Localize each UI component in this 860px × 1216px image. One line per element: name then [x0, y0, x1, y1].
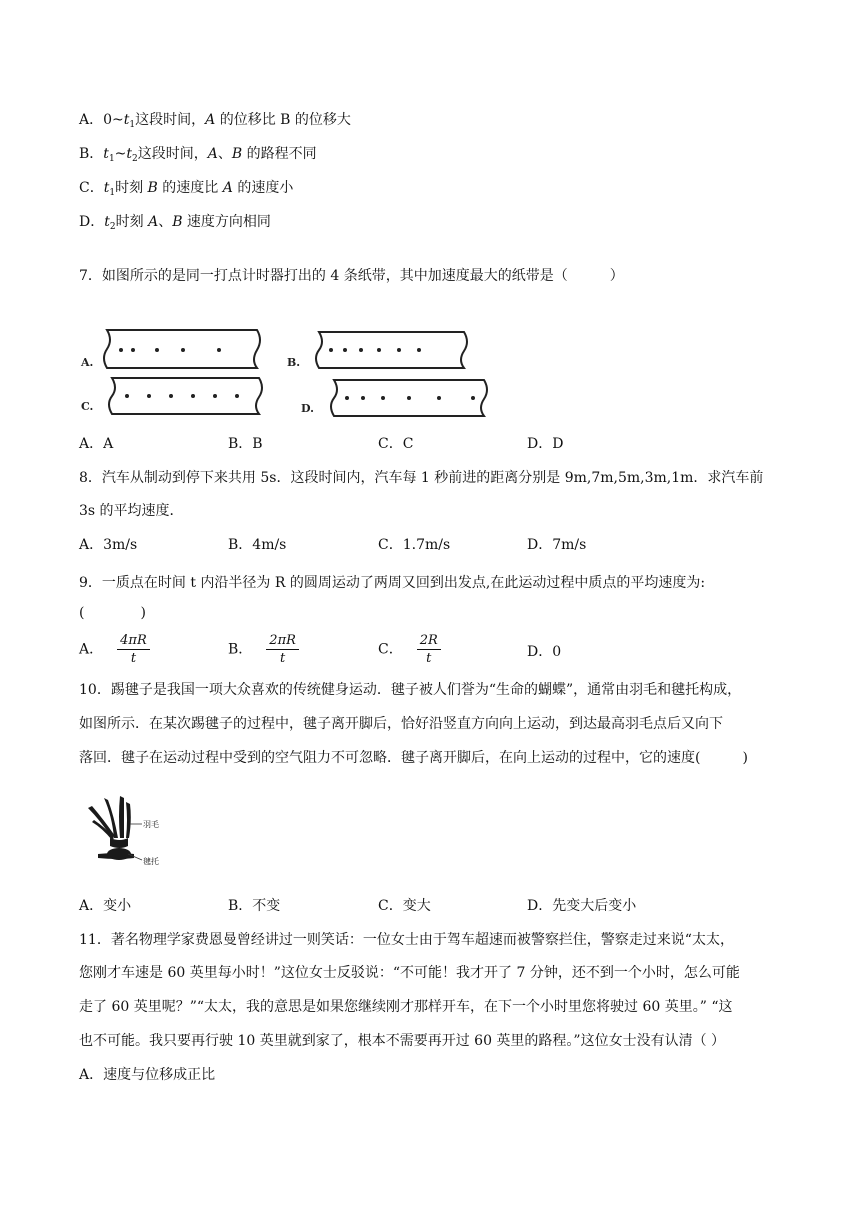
q9-option-c: C． $\frac{2R}{t}$ [378, 632, 441, 667]
q8-option-c: C．1.7m/s [378, 537, 451, 553]
q6-option-a: A．$0\sim t_1$这段时间，A 的位移比 B 的位移大 [79, 112, 351, 130]
q9-stem-line2: ( ) [79, 605, 146, 621]
q8-stem-line1: 8．汽车从制动到停下来共用 5s．这段时间内，汽车每 1 秒前进的距离分别是 9m,7m,5m,3m,1m．求汽车前 [79, 470, 764, 486]
q10-option-b: B．不变 [228, 898, 281, 914]
q10-stem-line1: 10．踢毽子是我国一项大众喜欢的传统健身运动．毽子被人们誉为“生命的蝴蝶”，通常由羽毛和毽托构成， [79, 682, 742, 698]
tape-label-b: B. [287, 356, 301, 369]
base-label: 毽托 [143, 857, 159, 866]
q10-option-c: C．变大 [378, 898, 431, 914]
q6-option-c: C．$t_1$时刻 B 的速度比 A 的速度小 [79, 180, 294, 198]
q7-option-d: D．D [527, 436, 564, 452]
tape-label-c: C. [81, 400, 94, 413]
q10-option-a: A．变小 [79, 898, 132, 914]
q7-option-b: B．B [228, 436, 263, 452]
q10-stem-line2: 如图所示．在某次踢毽子的过程中，毽子离开脚后，恰好沿竖直方向向上运动，到达最高羽毛点后又向下 [79, 716, 723, 732]
q11-stem-line4: 也不可能。我只要再行驶 10 英里就到家了，根本不需要再开过 60 英里的路程。”这位女士没有认清（ ） [79, 1033, 726, 1049]
q11-stem-line2: 您刚才车速是 60 英里每小时！”这位女士反驳说：“不可能！我才开了 7 分钟，还不到一个小时，怎么可能 [79, 965, 740, 981]
q7-option-c: C．C [378, 436, 414, 452]
q10-option-d: D．先变大后变小 [527, 898, 637, 914]
q9-stem-line1: 9．一质点在时间 t 内沿半径为 R 的圆周运动了两周又回到出发点,在此运动过程中质点的平均速度为: [79, 575, 706, 591]
q6-option-b: B．$t_1\sim t_2$这段时间，A、B 的路程不同 [79, 146, 317, 164]
q11-stem-line3: 走了 60 英里呢？”“太太，我的意思是如果您继续刚才那样开车，在下一个小时里您将驶过 60 英里。” “这 [79, 999, 733, 1015]
tape-label-a: A. [81, 356, 94, 369]
q9-option-d: D．0 [527, 644, 562, 660]
shuttlecock-figure [84, 794, 174, 874]
q8-option-b: B．4m/s [228, 537, 287, 553]
q8-option-a: A．3m/s [79, 537, 138, 553]
q9-option-b: B． $\frac{2\pi R}{t}$ [228, 632, 299, 667]
q11-stem-line1: 11．著名物理学家费恩曼曾经讲过一则笑话：一位女士由于驾车超速而被警察拦住，警察走过来说“太太， [79, 932, 734, 948]
q7-option-a: A．A [79, 436, 114, 452]
q11-option-a: A．速度与位移成正比 [79, 1067, 216, 1083]
q7-stem: 7．如图所示的是同一打点计时器打出的 4 条纸带，其中加速度最大的纸带是（ ） [79, 268, 624, 284]
q6-option-d: D．$t_2$时刻 A、B 速度方向相同 [79, 214, 271, 232]
q9-option-a: A． $\frac{4\pi R}{t}$ [79, 632, 150, 667]
feather-label: 羽毛 [143, 820, 159, 829]
tape-figure [79, 318, 489, 418]
tape-label-d: D. [301, 402, 314, 415]
q8-stem-line2: 3s 的平均速度． [79, 503, 184, 519]
q10-stem-line3: 落回．毽子在运动过程中受到的空气阻力不可忽略．毽子离开脚后，在向上运动的过程中，它的速度( ) [79, 750, 748, 766]
q8-option-d: D．7m/s [527, 537, 587, 553]
